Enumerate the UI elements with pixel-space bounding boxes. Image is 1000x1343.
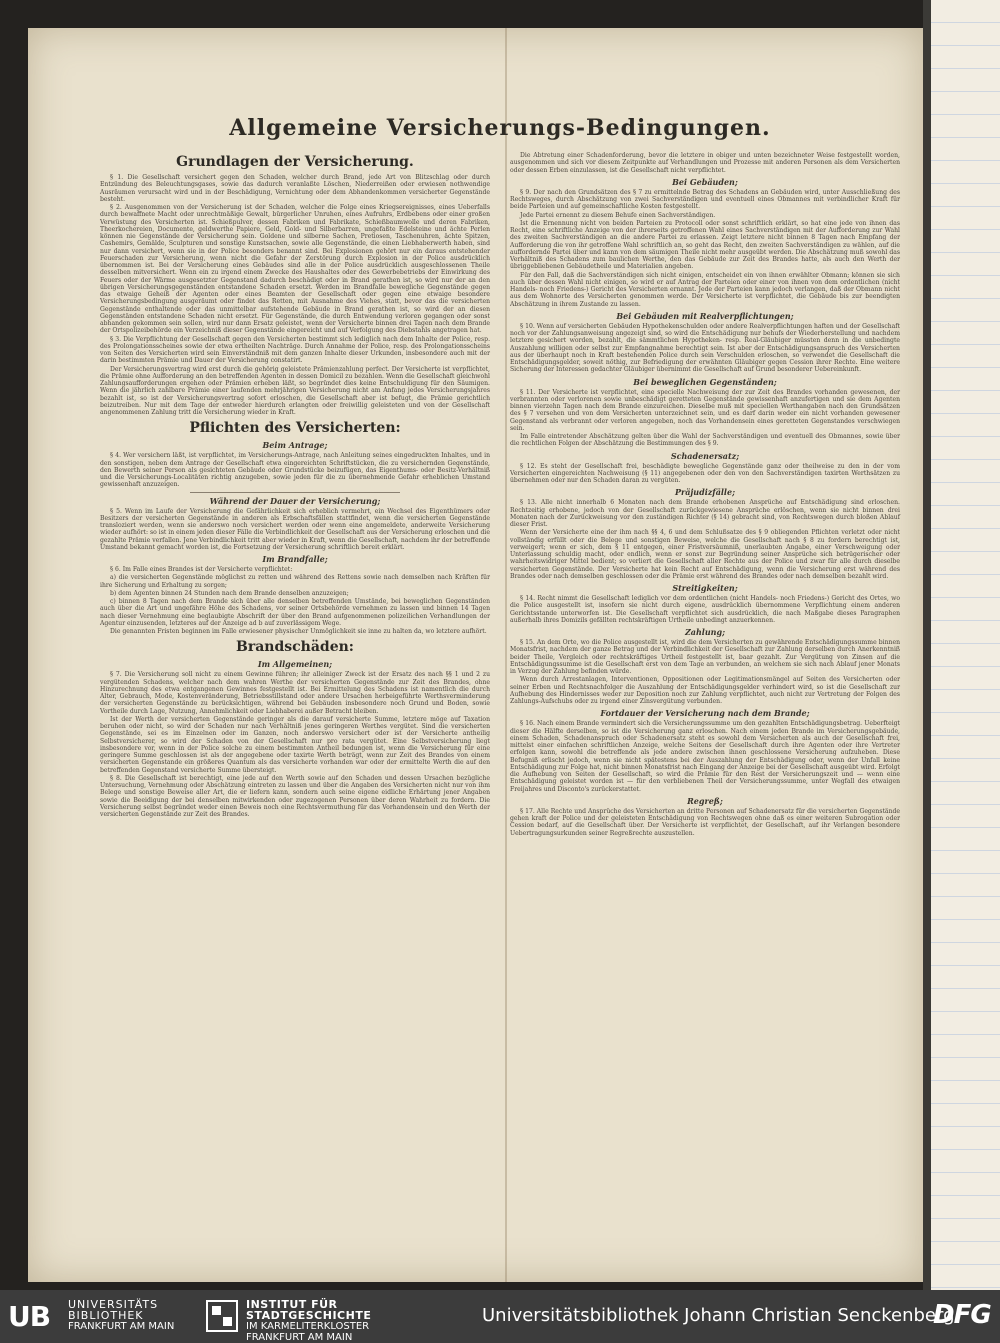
ub-line-3: FRANKFURT AM MAIN <box>68 1321 175 1332</box>
paragraph: § 12. Es steht der Gesellschaft frei, beschädigte bewegliche Gegenstände ganz oder theilweise zu den in der vom Versicherten eingereichten Nachweisung (§ 11) angegebenen oder den von den Sachverständigen taxirten Werthsätzen zu übernehmen oder nur den Schaden daran zu vergüten. <box>510 462 900 484</box>
fold-crease <box>505 28 507 1282</box>
paragraph: Wenn durch Arrestanlagen, Interventionen, Oppositionen oder Legitimationsmängel auf Seiten des Versicherten oder seiner Erben und Rechtsnachfolger die Auszahlung der Entschädigungsgelder verhindert wird, so ist die Gesellschaft zur Aufhebung des Hindernisses weder zur Deposition noch zur Zahlung verpflichtet, auch nicht zur Vertretung der Folgen des Zahlungs-Aufschubs oder zu irgend einer Zinsvergütung verbunden. <box>510 676 900 705</box>
paragraph: Die genannten Fristen beginnen im Falle erwiesener physischer Unmöglichkeit sie inne zu halten da, wo letztere aufhört. <box>110 628 487 635</box>
subsection-heading: Beim Antrage; <box>262 440 328 451</box>
ig-line-2: STADTGESCHICHTE <box>246 1309 372 1322</box>
ig-line-4: FRANKFURT AM MAIN <box>246 1332 353 1343</box>
paragraph: Wenn der Versicherte eine der ihm nach §§ 4, 6 und dem Schlußsatze des § 9 obliegenden Pflichten verletzt oder nicht vollständig erfüllt oder die Belege und sonstigen Beweise, welche die Gesellschaft nach § 8 zu fordern berechtigt ist, verweigert; wenn er sich, dem § 11 entgegen, einer Fristversäumniß, unerlaubten Angabe, einer Verschweigung oder Unterlassung schuldig macht, oder endlich, wenn er sonst zur Begründung seiner Ansprüche sich betrügerischer oder wahrheitswidriger Mittel bedient; so verliert die Gesellschaft aller Rechte aus der Police und zwar für alle durch dieselbe versicherten Gegenstände. Der Versicherte hat kein Recht auf Entschädigung, wenn die Versicherung erst während des Brandes oder nach demselben geschlossen oder die Prämie erst während des Brandes oder nach demselben bezahlt wird. <box>510 529 900 580</box>
left-column <box>100 150 490 819</box>
binding-strip <box>923 0 931 1290</box>
paragraph: § 3. Die Verpflichtung der Gesellschaft gegen den Versicherten bestimmt sich lediglich nach dem Inhalte der Police, resp. des Prolongationsscheines sowie der etwa ertheilten Nachträge. Durch Annahme der Police, resp. des Prolongationsscheins von Seiten des Versicherten wird sein Einverständniß mit dem ganzen Inhalte dieser Urkunden, insbesondere auch mit der darin bestimmten Prämie und Dauer der Versicherung constatirt. <box>100 335 490 365</box>
paragraph: § 10. Wenn auf versicherten Gebäuden Hypothekenschulden oder andere Realverpflichtungen haften und der Gesellschaft noch vor der Zahlungsanweisung angezeigt sind, so wird die Entschädigung nur behufs der Wiederherstellung und nachdem letztere gesichert worden, bezahlt, die sämmtlichen Hypotheken- resp. Real-Gläubiger müssten denn in die unbedingte Auszahlung willigen oder selbst zur Empfangnahme berechtigt sein. Ist aber der Entschädigungsanspruch des Versicherten aus der überhaupt noch in Kraft bestehenden Police durch sein Verschulden erloschen, so verwendet die Gesellschaft die Entschädigungsgelder, soweit nöthig, zur Befriedigung der erwähnten Gläubiger gegen Cession ihrer Rechte. Eine weitere Sicherung der Interessen gedachter Gläubiger übernimmt die Gesellschaft auf Grund besonderer Uebereinkunft. <box>510 322 900 374</box>
library-name[interactable]: Universitätsbibliothek Johann Christian Senckenberg <box>482 1305 955 1326</box>
section-heading: Brandschäden: <box>236 639 354 656</box>
subsection-heading: Regreß; <box>687 795 723 806</box>
institute-wordmark[interactable] <box>246 1299 371 1343</box>
subsection-heading: Fortdauer der Versicherung nach dem Brande; <box>600 708 810 719</box>
paragraph: § 5. Wenn im Laufe der Versicherung die Gefährlichkeit sich erheblich vermehrt, ein Wechsel des Eigenthümers oder Besitzers der versicherten Gegenstände in anderen als Erbschaftsfällen stattfindet, wenn die versicherten Gegenstände transloziert werden, wenn sie anderswo noch versichert werden oder wenn eine angemeldete, anderweite Versicherung wieder aufhört: so ist in einem jeden dieser Fälle die Verbindlichkeit der Gesellschaft aus der Versicherung erloschen und die gezahlte Prämie verfallen. Jene Verbindlichkeit tritt aber wieder in Kraft, wenn die Gesellschaft, nachdem ihr der betreffende Umstand bekannt gemacht worden ist, die Fortsetzung der Versicherung schriftlich bereit erklärt. <box>100 507 490 551</box>
dfg-logo[interactable]: DFG <box>933 1300 991 1330</box>
paragraph: § 7. Die Versicherung soll nicht zu einem Gewinne führen; ihr alleiniger Zweck ist der Ersatz des nach §§ 1 und 2 zu vergütenden Schadens, welcher nach dem wahren Werthe der versicherten Gegenstände zur Zeit des Brandes, ohne Hinzurechnung des etwa entgangenen Gewinnes festgestellt ist. Bei Ermittelung des Schadens ist namentlich die durch Alter, Gebrauch, Mode, Kostenveränderung, Betriebsstillstand oder andere Ursachen herbeigeführte Werthsverminderung der versicherten Gegenstände zu berücksichtigen, während bei Gebäuden insbesondere noch Grund und Boden, sowie Vortheile durch Lage, Nutzung, Annehmlichkeit oder Liebhaberei außer Betracht bleiben. <box>100 671 490 715</box>
subsection-heading: Zahlung; <box>684 627 726 637</box>
paragraph: § 8. Die Gesellschaft ist berechtigt, eine jede auf den Werth sowie auf den Schaden und dessen Ursachen bezügliche Untersuchung, Vernehmung oder Abschätzung eintreten zu lassen und über die Angaben des Versicherten nicht nur von ihm Belege und sonstige Beweise aller Art, die er liefern kann, sondern auch seine eigene eidliche Erhärtung jener Angaben sowie die Beeidigung der bei denselben mitwirkenden oder zugezogenen Personen über deren Wahrheit zu fordern. Die Versicherung selbst begründet weder einen Beweis noch eine Rechtsvermuthung für das Vorhandensein und den Werth der versicherten Gegenstände zur Zeit des Brandes. <box>100 774 490 818</box>
subsection-heading: Bei Gebäuden mit Realverpflichtungen; <box>616 310 794 321</box>
paragraph: Ist der Werth der versicherten Gegenstände geringer als die darauf versicherte Summe, letztere möge auf Taxation beruhen oder nicht, so wird der Schaden nur nach Verhältniß jenes geringeren Werthes vergütet. Sind die versicherten Gegenstände, sei es im Einzelnen oder im Ganzen, noch anderswo versichert oder ist der Versicherte antheilig Selbstversicherer, so wird der Schaden von der Gesellschaft nur pro rata vergütet. Eine Selbstversicherung liegt insbesondere vor, wenn in der Police solche zu einem bestimmten Antheil bedungen ist, wenn die Versicherung für eine geringere Summe geschlossen ist als der angegebene oder taxirte Werth beträgt, wenn zur Zeit des Brandes von einem versicherten Gegenstande ein größeres Quantum als das versicherte vorhanden war oder der ermittelte Werth die auf den betreffenden Gegenstand versicherte Summe übersteigt. <box>100 715 490 774</box>
ig-line-3: IM KARMELITERKLOSTER <box>246 1321 370 1332</box>
subsection-heading: Im Brandfalle; <box>262 554 328 564</box>
paragraph: Jede Partei ernennt zu diesem Behufe einen Sachverständigen. <box>520 211 716 219</box>
ub-wordmark[interactable] <box>68 1299 174 1332</box>
paragraph: § 9. Der nach den Grundsätzen des § 7 zu ermittelnde Betrag des Schadens an Gebäuden wird, unter Ausschließung des Rechtsweges, durch Abschätzung von zwei Sachverständigen und eventuell eines Obmannes mit verbindlicher Kraft für beide Parteien und auf gemeinschaftliche Kosten festgestellt. <box>510 188 900 211</box>
paragraph: c) binnen 8 Tagen nach dem Brande sich über alle denselben betreffenden Umstände, bei beweglichen Gegenständen auch über die Art und ungefähre Höhe des Schadens, vor seiner Ortsbehörde vernehmen zu lassen und binnen 14 Tagen nach dieser Vernehmung eine beglaubigte Abschrift der über den Brand aufgenommenen polizeilichen Verhandlungen der Agentur einzusenden, letzteres auf der Anzeige ad b auf zuverlässigem Wege. <box>100 598 490 627</box>
paragraph: § 4. Wer versichern läßt, ist verpflichtet, im Versicherungs-Antrage, nach Anleitung seines eingedruckten Inhaltes, und in den sonstigen, neben dem Antrage der Gesellschaft etwa eingereichten Schriftstücken, die zu versichernden Gegenstände, den Bewerth seiner Person als gesichteten Gebäude oder Grundstücke beizufügen, das Eigenthums- oder Besitz-Verhältniß und die Versicherungs-Localitäten richtig anzugeben, sowie jeden für die zu übernehmende Gefahr erheblichen Umstand gewissenhaft anzuzeigen. <box>100 452 490 489</box>
paragraph: Der Versicherungsvertrag wird erst durch die gehörig geleistete Prämienzahlung perfect. Der Versicherte ist verpflichtet, die Prämie ohne Aufforderung an den betreffenden Agenten in dessen Domicil zu bezahlen. Wenn die Gesellschaft gleichwohl Zahlungsaufforderungen ergehen oder Prämien erheben läßt, so begründet dies keine Entschuldigung für den Säumigen. Wenn die jährlich zahlbare Prämie einer laufenden mehrjährigen Versicherung nicht am Anfang jedes Versicherungsjahres bezahlt ist, so ist der Versicherungsvertrag sofort erloschen, die Gesellschaft aber ist befugt, die Prämie gerichtlich beizutreiben. Nur mit dem Tage der entweder hierdurch erlangten oder freiwillig geleisteten und von der Gesellschaft angenommenen Zahlung tritt die Versicherung wieder in Kraft. <box>100 365 490 416</box>
subsection-heading: Im Allgemeinen; <box>257 659 333 670</box>
paragraph: § 17. Alle Rechte und Ansprüche des Versicherten an dritte Personen auf Schadenersatz für die versicherten Gegenstände gehen kraft der Police und der geleisteten Entschädigung von Rechtswegen ohne daß es einer weiteren Subrogation oder Cession bedarf, auf die Gesellschaft über. Der Versicherte ist verpflichtet, der Gesellschaft, auf ihr Verlangen besondere Uebertragungsurkunden seiner Regreßrechte auszustellen. <box>510 807 900 837</box>
paragraph: Die Abtretung einer Schadenforderung, bevor die letztere in obiger und unten bezeichneter Weise festgestellt worden, ausgenommen und sich vor diesem Zeitpunkte auf Verhandlungen und Prozesse mit anderen Personen als dem Versicherten oder dessen Erben einzulassen, ist die Gesellschaft nicht verpflichtet. <box>510 152 900 174</box>
institute-icon[interactable] <box>206 1300 238 1332</box>
ub-line-2: BIBLIOTHEK <box>68 1309 144 1322</box>
subsection-heading: Streitigkeiten; <box>672 583 738 593</box>
footer-bar <box>0 1290 1000 1343</box>
section-heading: Grundlagen der Versicherung. <box>176 154 414 170</box>
paragraph: § 6. Im Falle eines Brandes ist der Versicherte verpflichtet: <box>110 566 293 573</box>
subsection-heading: Präjudizfälle; <box>674 487 736 498</box>
paragraph: a) die versicherten Gegenstände möglichst zu retten und während des Rettens sowie nach demselben nach Kräften für ihre Sicherung und Erhaltung zu sorgen; <box>100 574 490 589</box>
subsection-heading: Schadenersatz; <box>670 450 740 461</box>
paragraph: § 16. Nach einem Brande vermindert sich die Versicherungssumme um den gezahlten Entschädigungsbetrag. Ueberfteigt dieser die Hälfte derselben, so ist die Versicherung ganz erloschen. Nach einem jeden Brande im Versicherungsgebäude, einem Schaden, Schadenanspruch oder Schadenersatz steht es sowohl dem Versicherten als auch der Gesellschaft frei, mittelst einer einfachen schriftlichen Anzeige, welche Seitens der Gesellschaft durch ihre Agenten oder ihre Vertreter erfolgen kann, sowohl die betreffende als jede andere zwischen ihnen geschlossene Versicherung aufzuheben. Diese Befugniß erlischt jedoch, wenn sie nicht spätestens bei der Auszahlung der Entschädigung oder, wenn der Unfall keine Entschädigung zur Folge hat, nicht binnen Monatsfrist nach Eingang der Anzeige bei der Gesellschaft ausgeübt wird. Erfolgt die Aufhebung von Seiten der Gesellschaft, so wird die Prämie für den Rest der Versicherungszeit und — wenn eine Entschädigung geleistet worden ist — für den verbliebenen Theil der Versicherungssumme, unter Wegfall des etwaigen Freijahres und Disconto's zurückerstattet. <box>510 720 900 793</box>
subsection-heading: Bei beweglichen Gegenständen; <box>633 376 777 387</box>
section-heading: Pflichten des Versicherten: <box>189 420 401 437</box>
subsection-heading: Bei Gebäuden; <box>672 176 738 187</box>
paragraph: § 15. An dem Orte, wo die Police ausgestellt ist, wird die dem Versicherten zu gewährende Entschädigungssumme binnen Monatsfrist, nachdem der ganze Betrag und der Verbindlichkeit der Gesellschaft zur Zahlung derselben durch Anerkenntniß beider Theile, Vergleich oder rechtskräftiges Urtheil festgestellt ist, baar gezahlt. Zur Vergütung von Zinsen auf die Entschädigungssumme ist die Gesellschaft erst von dem Tage an verbunden, an welchem sie sich nach Ablauf jener Monats in Verzug der Zahlung befinden würde. <box>510 639 900 675</box>
ub-logo[interactable]: UB <box>8 1300 51 1333</box>
paragraph: § 13. Alle nicht innerhalb 6 Monaten nach dem Brande erhobenen Ansprüche auf Entschädigung sind erloschen. Rechtzeitig erhobene, jedoch von der Gesellschaft zurückgewiesene Ansprüche erlöschen, wenn sie nicht binnen drei Monaten nach der Zurückweisung vor den zuständigen Richter (§ 14) gebracht sind, von Rechtswegen durch bloßen Ablauf dieser Frist. <box>510 499 900 528</box>
paragraph: § 1. Die Gesellschaft versichert gegen den Schaden, welcher durch Brand, jede Art von Blitzschlag oder durch Entzündung des Beleuchtungsgases, sowie das dadurch veranlaßte Löschen, Niederreißen oder erwiesen nothwendige Ausräumen verursacht wird und in der Beschädigung, Vernichtung oder dem Abhandenkommen versicherter Gegenstände besteht. <box>100 174 490 203</box>
paragraph: Im Falle eintretender Abschätzung gelten über die Wahl der Sachverständigen und eventuell des Obmannes, sowie über die rechtlichen Folgen der Abschätzung die Bestimmungen des § 9. <box>510 433 900 448</box>
paragraph: b) dem Agenten binnen 24 Stunden nach dem Brande denselben anzuzeigen; <box>110 589 349 597</box>
paragraph: § 11. Der Versicherte ist verpflichtet, eine specielle Nachweisung der zur Zeit des Brandes vorhanden gewesenen, der verbrannten oder verlorenen sowie unbeschädigt geretteten Gegenstände gewissenhaft anzufertigen und sie dem Agenten binnen vierzehn Tagen nach dem Brande einzureichen. Dieselbe muß mit speciellen Werthangaben nach den Grundsätzen des § 7 versehen und von dem Versicherten unterzeichnet sein, und es darf darin weder ein nicht vorhanden gewesener Gegenstand als verbrannt oder verloren angegeben, noch das Vorhandensein eines geretteten Gegenstandes verschwiegen sein. <box>510 388 900 432</box>
paragraph: § 2. Ausgenommen von der Versicherung ist der Schaden, welcher die Folge eines Kriegsereignisses, eines Ueberfalls durch bewaffnete Macht oder unrechtmäßige Gewalt, bürgerlicher Unruhen, eines Aufruhrs, Erdbebens oder einer großen Verwüstung des Versicherten ist. Schießpulver, dessen Fabriken und Fabrikate, Schießbaumwolle und deren Fabriken, Theerkochereien, Documente, geldwerthe Papiere, Geld, Gold- und Silberbarren, ungefaßte Edelsteine und ächte Perlen können nie Gegenstände der Versicherung sein. Goldene und silberne Sachen, Pretiosen, Taschenuhren, ächte Spitzen, Cashemirs, Gemälde, Sculpturen und sonstige Kunstsachen, sowie alle Gegenstände, die einen Liebhaberwerth haben, sind nur dann versichert, wenn sie in der Police besonders benannt sind. Bei Explosionen gehört nur ein daraus entstehender Feuerschaden zur Versicherung, wenn nicht die Gefahr der Zerstörung durch Explosion in der Police ausdrücklich übernommen ist. Bei der Versicherung eines Gebäudes sind alle in der Police ausdrücklich ausgeschlossenen Theile desselben mitversichert. Wenn ein zu irgend einem Zwecke des Haushaltes oder des Gewerbebetriebs der Einwirkung des Feuers oder der Wärme ausgesetzter Gegenstand dadurch beschädigt oder in Brand gerathen ist, so wird nur der an den übrigen Versicherungsgegenständen entstandene Schaden ersetzt. Werden im Brandfalle bewegliche Gegenstände gegen das etwaige Geheiß der Agenten oder eines Beamten der Gesellschaft oder gegen eine etwaige besondere Versicherungsbedingung ausgeräumt oder findet das Retten, mit Ausnahme des Viehes, statt, bevor das die versicherten Gegenstände enthaltende oder das unmittelbar aufstehende Gebäude in Brand gerathen ist, so wird der an diesen Gegenständen entstandene Schaden nicht ersetzt. Für Gegenstände, die durch Entwendung verloren gegangen oder sonst abhanden gekommen sein sollen, wird nur dann Ersatz geleistet, wenn der Versicherte binnen drei Tagen nach dem Brande der Ortspolizeibehörde ein Verzeichniß dieser Gegenstände eingereicht und auf Verfolgung des Diebstahls angetragen hat. <box>100 204 490 335</box>
divider <box>190 492 400 493</box>
document-title: Allgemeine Versicherungs-Bedingungen. <box>229 115 771 141</box>
paragraph: Ist die Ernennung nicht von beiden Parteien zu Protocoll oder sonst schriftlich erklärt, so hat eine jede von ihnen das Recht, eine schriftliche Anzeige von der ihrerseits getroffenen Wahl eines Sachverständigen mit der Aufforderung zur Wahl des zweiten Sachverständigen an die andere Partei zu erlassen. Zeigt letztere nicht binnen 8 Tagen nach Empfang der Aufforderung die von ihr getroffene Wahl schriftlich an, so geht das Recht, den zweiten Sachverständigen zu wählen, auf die auffordernde Partei über und kann von dem säumigen Theile nicht mehr ausgeübt werden. Die Abschätzung muß sowohl das Verhältniß des Schadens zum baulichen Werthe, den das Gebäude zur Zeit des Brandes hatte, als auch den Werth der übriggebliebenen Gebäudetheile und Materialien angeben. <box>510 219 900 271</box>
right-column <box>510 152 900 838</box>
subsection-heading: Während der Dauer der Versicherung; <box>209 495 381 506</box>
ledger-page <box>923 0 1000 1290</box>
ig-line-1: INSTITUT FÜR <box>246 1298 338 1311</box>
paragraph: § 14. Recht nimmt die Gesellschaft lediglich vor dem ordentlichen (nicht Handels- noch Friedens-) Gericht des Ortes, wo die Police ausgestellt ist, insofern sie nicht durch eigene, ausdrücklich übernommene Verpflichtung einem anderen Gerichtsstande unterworfen ist. Die Gesellschaft verpflichtet sich ausdrücklich, die nach Maßgabe dieses Paragraphen außerhalb ihres Domizils gefällten rechtskräftigen Urtheile unbedingt anzuerkennen. <box>510 595 900 624</box>
ub-line-1: UNIVERSITÄTS <box>68 1298 159 1311</box>
paragraph: Für den Fall, daß die Sachverständigen sich nicht einigen, entscheidet ein von ihnen erwählter Obmann; können sie sich auch über dessen Wahl nicht einigen, so wird er auf Antrag der Parteien oder einer von ihnen von dem ordentlichen (nicht Handels- noch Friedens-) Gericht des Versicherten ernannt. Jede der Parteien kann jedoch verlangen, daß der Obmann nicht aus dem Wohnorte des Versicherten genommen werde. Der Versicherte ist verpflichtet, die Gebäude bis zur beendigten Abschätzung in ihrem Zustande zu lassen. <box>510 271 900 308</box>
